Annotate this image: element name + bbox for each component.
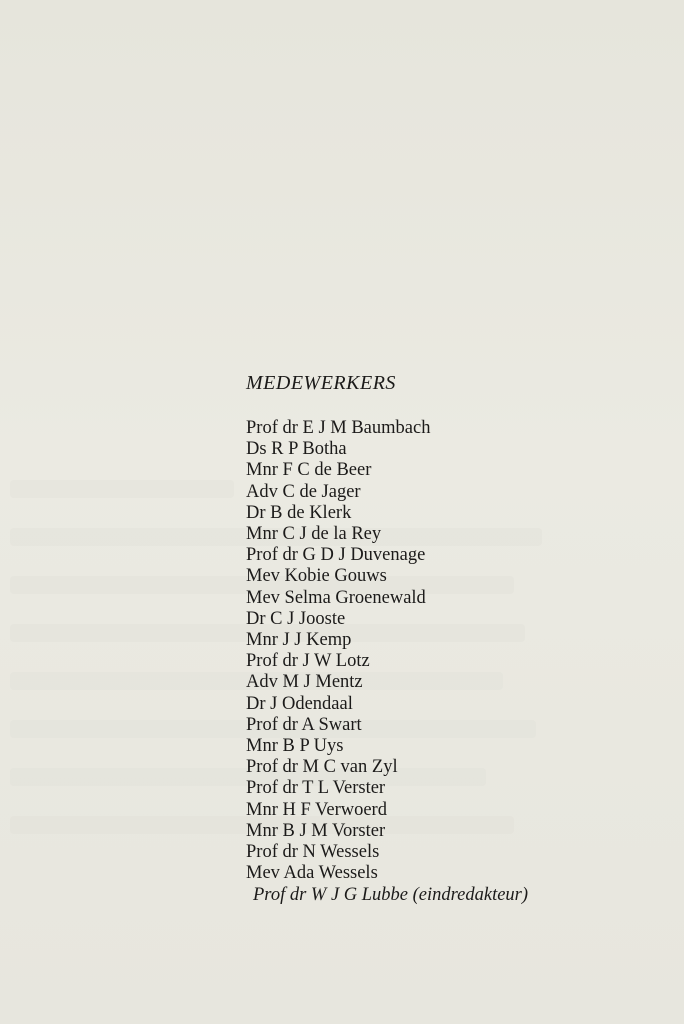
list-item: Prof dr J W Lotz	[246, 651, 370, 672]
list-item: Prof dr E J M Baumbach	[246, 418, 431, 438]
list-item: Mnr F C de Beer	[246, 460, 372, 481]
list-item: Mnr B P Uys	[246, 736, 344, 757]
list-item: Mnr H F Verwoerd	[246, 799, 387, 820]
list-item: Dr J Odendaal	[246, 693, 353, 714]
list-item: Adv M J Mentz	[246, 672, 363, 693]
list-item: Dr C J Jooste	[246, 608, 346, 629]
list-item: Prof dr T L Verster	[246, 778, 386, 799]
list-item: Dr B de Klerk	[246, 502, 352, 523]
list-item: Adv C de Jager	[246, 481, 361, 502]
list-item: Prof dr A Swart	[246, 714, 362, 735]
list-item: Mnr J J Kemp	[246, 630, 352, 651]
list-item: Mev Ada Wessels	[246, 863, 378, 884]
list-item: Prof dr M C van Zyl	[246, 757, 398, 778]
contributors-list	[246, 418, 430, 884]
section-heading: MEDEWERKERS	[246, 372, 396, 394]
list-item: Mnr C J de la Rey	[246, 524, 382, 545]
list-item: Ds R P Botha	[246, 439, 347, 460]
list-item: Mnr B J M Vorster	[246, 820, 386, 841]
list-item: Mev Kobie Gouws	[246, 566, 387, 587]
list-item: Mev Selma Groenewald	[246, 587, 426, 608]
list-item: Prof dr G D J Duvenage	[246, 545, 426, 566]
chief-editor: Prof dr W J G Lubbe (eindredakteur)	[253, 885, 529, 905]
list-item: Prof dr N Wessels	[246, 842, 380, 863]
